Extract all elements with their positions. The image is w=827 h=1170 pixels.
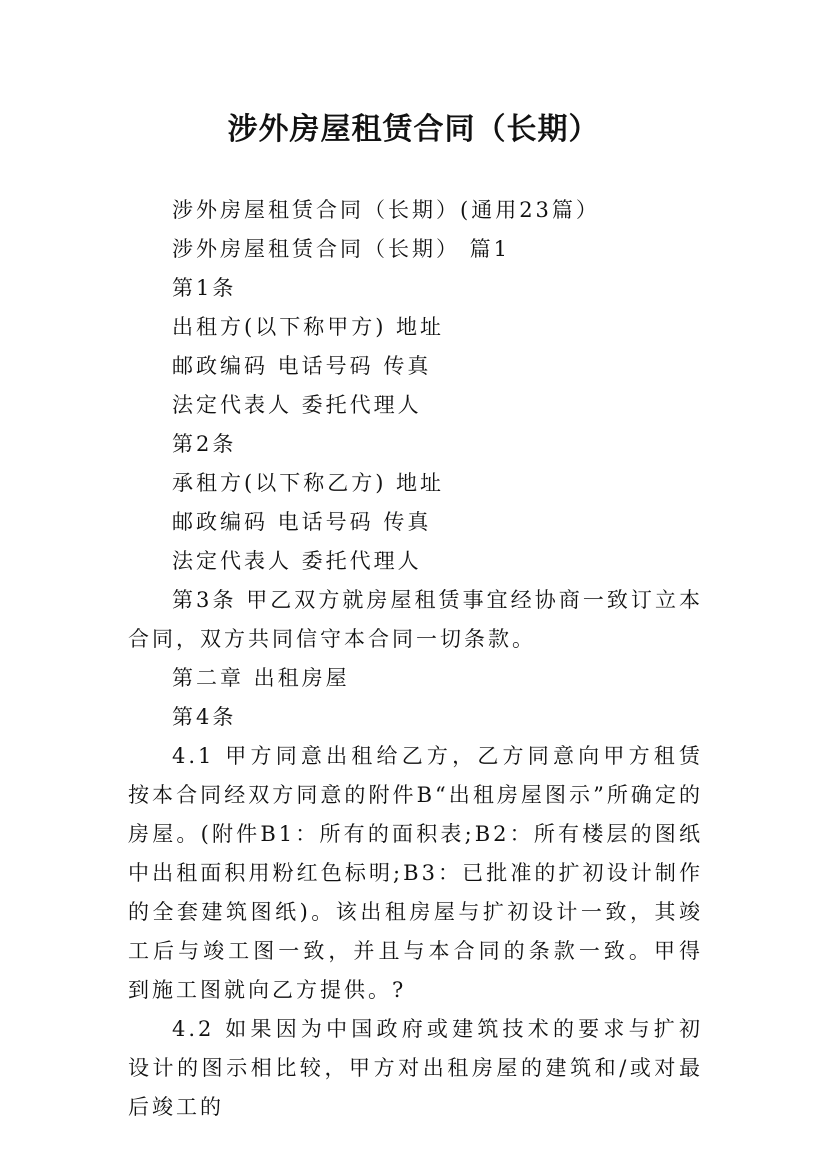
subtitle-line: 涉外房屋租赁合同（长期）(通用23篇） xyxy=(172,198,600,222)
lessor-contact-line: 邮政编码 电话号码 传真 xyxy=(172,354,432,378)
clause-4-1-paragraph: 4.1 甲方同意出租给乙方，乙方同意向甲方租赁按本合同经双方同意的附件B“出租房屋图示”所确定的房屋。(附件B1：所有的面积表;B2：所有楼层的图纸中出租面积用粉红色标明;B3：已批准的扩初设计制作的全套建筑图纸)。该出租房屋与扩初设计一致，其竣工后与竣工图一致，并且与本合同的条款一致。甲得到施工图就向乙方提供。? xyxy=(128,744,703,1002)
lessee-address-line: 承租方(以下称乙方) 地址 xyxy=(172,471,445,495)
clause-3-paragraph: 第3条 甲乙双方就房屋租赁事宜经协商一致订立本合同，双方共同信守本合同一切条款。 xyxy=(128,588,703,651)
clause-4-heading: 第4条 xyxy=(172,705,237,729)
chapter-2-heading: 第二章 出租房屋 xyxy=(172,666,350,690)
document-title: 涉外房屋租赁合同（长期） xyxy=(227,112,600,147)
lessor-address-line: 出租方(以下称甲方) 地址 xyxy=(172,315,445,339)
clause-4-2-paragraph: 4.2 如果因为中国政府或建筑技术的要求与扩初设计的图示相比较，甲方对出租房屋的建筑和/或对最后竣工的 xyxy=(128,1017,703,1119)
lessee-contact-line: 邮政编码 电话号码 传真 xyxy=(172,510,432,534)
clause-heading-1: 第1条 xyxy=(172,276,237,300)
document-body xyxy=(128,191,703,1127)
lessor-representative-line: 法定代表人 委托代理人 xyxy=(172,393,422,417)
clause-heading-2: 第2条 xyxy=(172,432,237,456)
lessee-representative-line: 法定代表人 委托代理人 xyxy=(172,549,422,573)
section-heading: 涉外房屋租赁合同（长期） 篇1 xyxy=(172,237,511,261)
